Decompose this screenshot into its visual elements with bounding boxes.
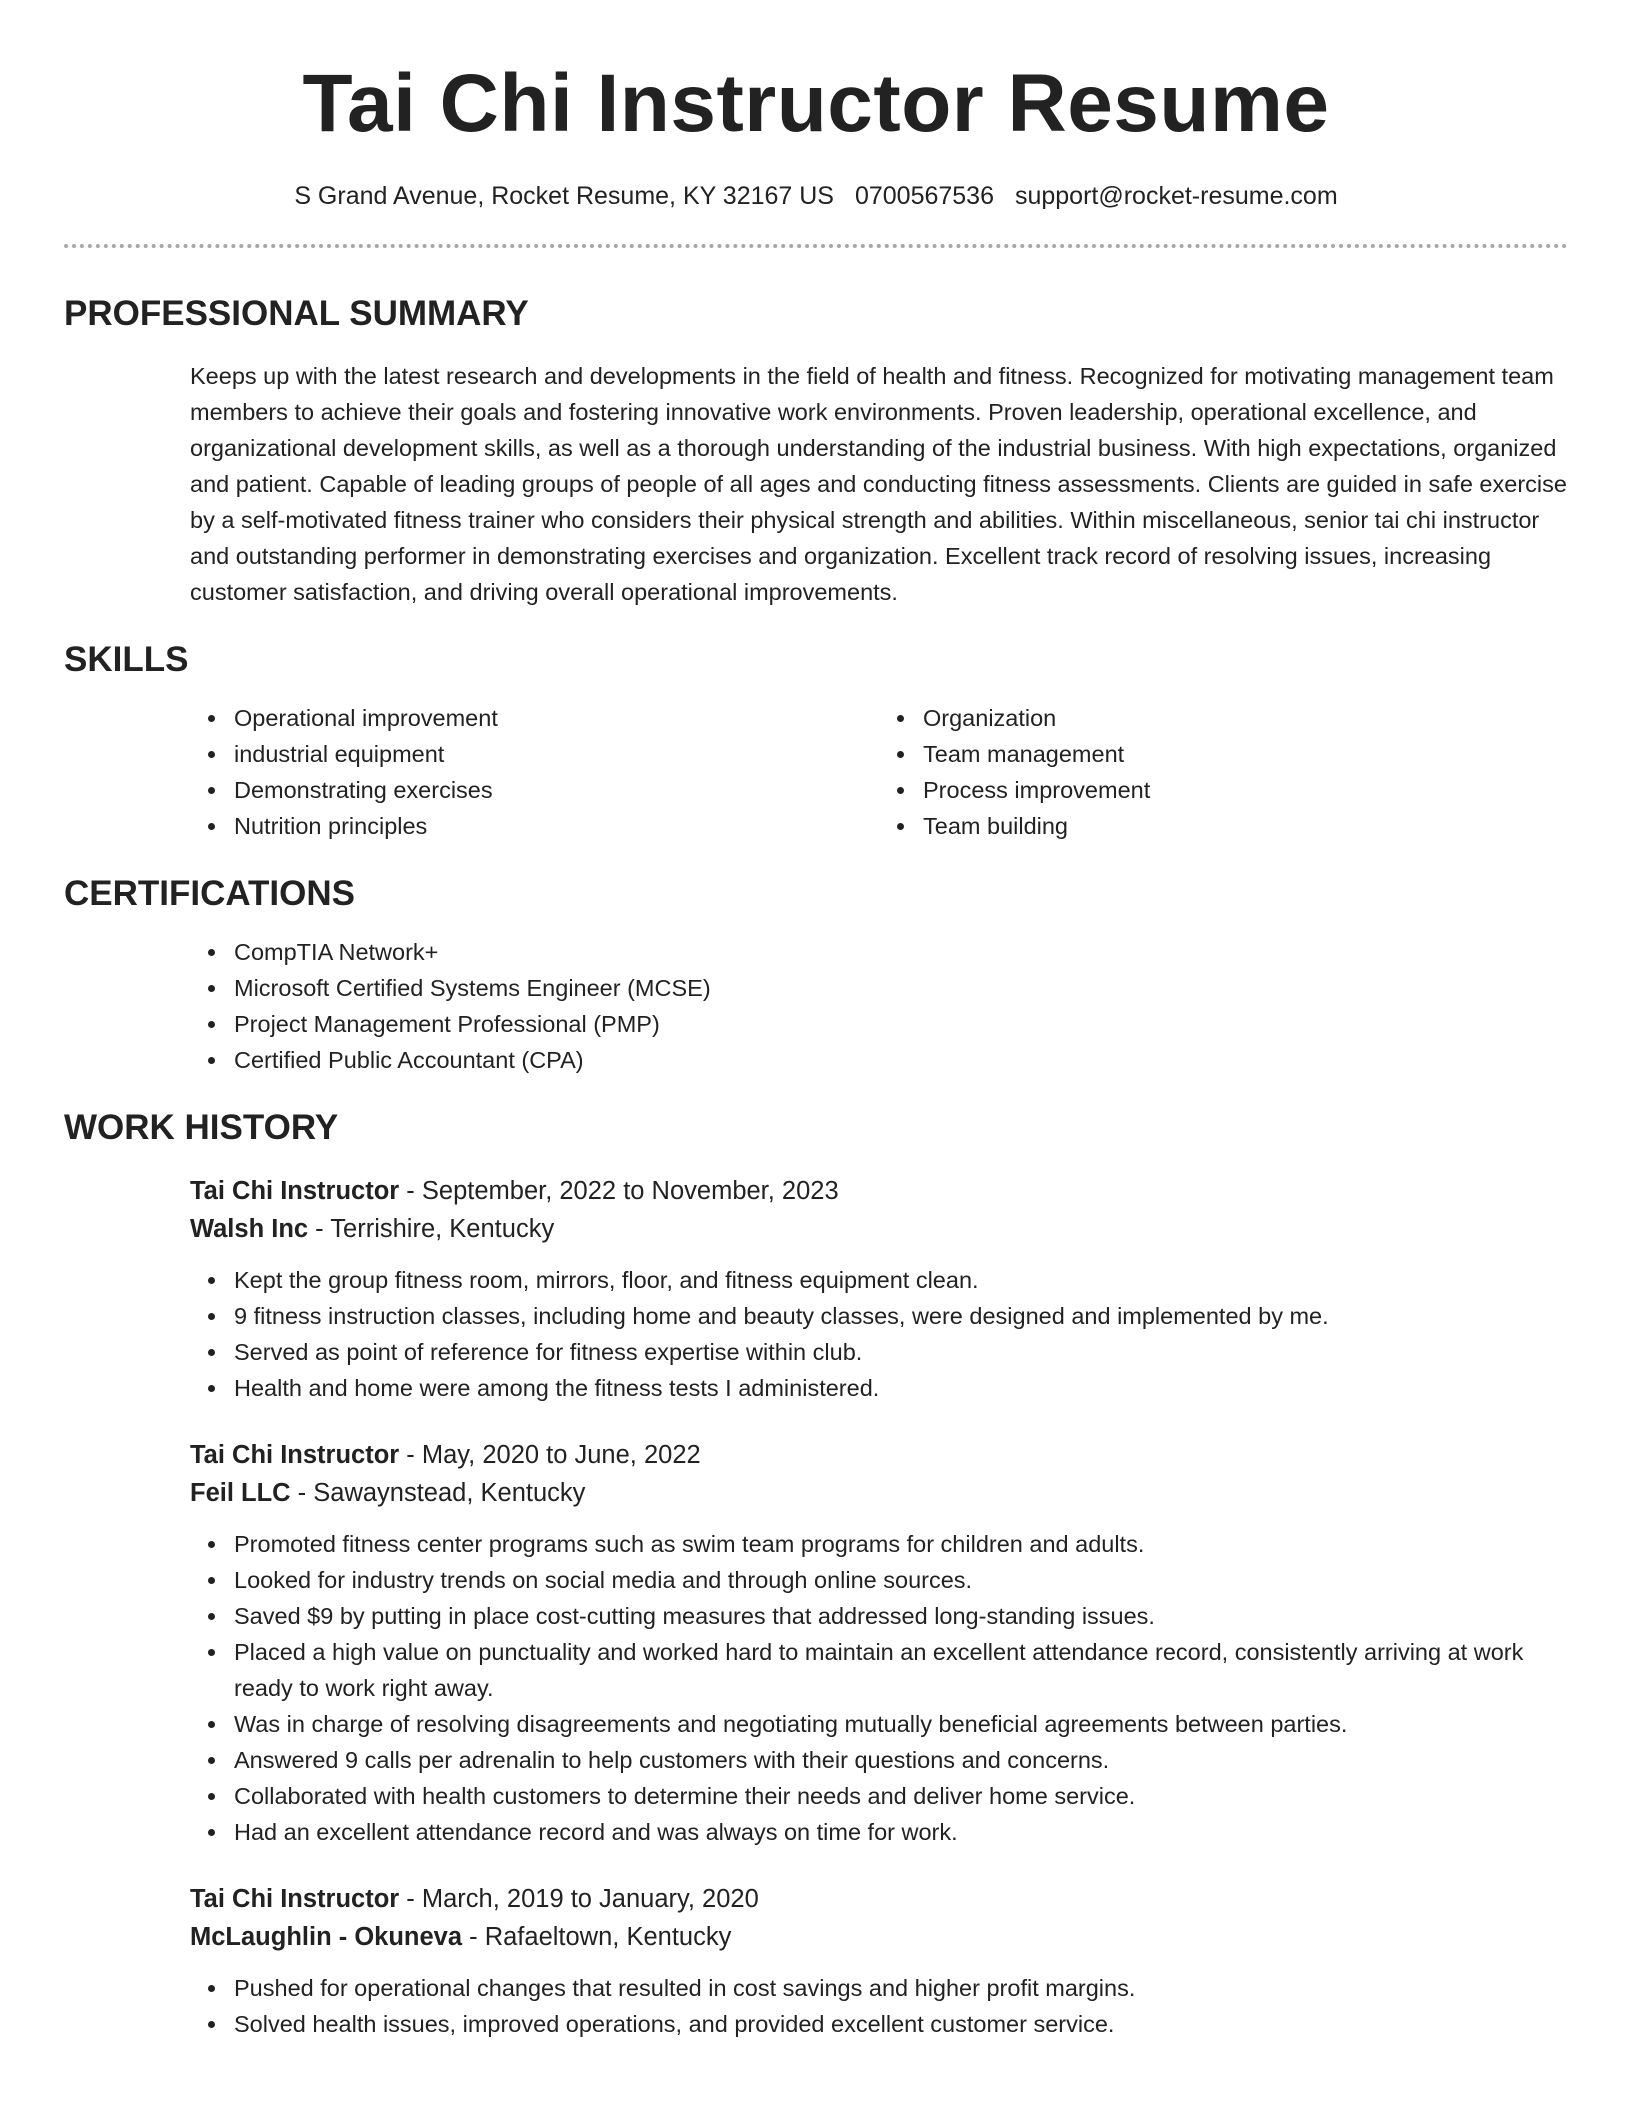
resume-title: Tai Chi Instructor Resume <box>302 58 1330 149</box>
skill-item: Team building <box>923 808 1568 844</box>
job-title: Tai Chi Instructor <box>190 1885 400 1913</box>
job-bullet: Placed a high value on punctuality and worked hard to maintain an excellent attendance record, consistently arriving at work ready to work right away. <box>234 1634 1568 1706</box>
skill-item: Demonstrating exercises <box>234 772 879 808</box>
skills-grid <box>190 700 1568 844</box>
job-bullet: Looked for industry trends on social media and through online sources. <box>234 1562 1568 1598</box>
job-company-line <box>190 1474 1568 1512</box>
job-location: - Sawaynstead, Kentucky <box>290 1479 586 1507</box>
certification-item: CompTIA Network+ <box>234 934 1568 970</box>
job-entry <box>190 1172 1568 1406</box>
certifications-heading: CERTIFICATIONS <box>64 874 356 913</box>
job-company: Feil LLC <box>190 1479 291 1507</box>
job-location: - Terrishire, Kentucky <box>308 1215 555 1243</box>
skill-item: Operational improvement <box>234 700 879 736</box>
contact-line <box>64 180 1568 212</box>
job-bullet: 9 fitness instruction classes, including home and beauty classes, were designed and implemented by me. <box>234 1298 1568 1334</box>
job-bullet: Saved $9 by putting in place cost-cutting measures that addressed long-standing issues. <box>234 1598 1568 1634</box>
certification-item: Certified Public Accountant (CPA) <box>234 1042 1568 1078</box>
skill-item: Team management <box>923 736 1568 772</box>
job-bullet: Served as point of reference for fitness expertise within club. <box>234 1334 1568 1370</box>
job-bullet: Pushed for operational changes that resulted in cost savings and higher profit margins. <box>234 1970 1568 2006</box>
work-history-heading: WORK HISTORY <box>64 1108 339 1147</box>
job-bullet: Promoted fitness center programs such as swim team programs for children and adults. <box>234 1526 1568 1562</box>
job-bullet: Was in charge of resolving disagreements and negotiating mutually beneficial agreements between parties. <box>234 1706 1568 1742</box>
certifications-list <box>190 934 1568 1078</box>
job-title-line <box>190 1436 1568 1474</box>
job-company-line <box>190 1918 1568 1956</box>
contact-address: S Grand Avenue, Rocket Resume, KY 32167 US <box>294 182 834 210</box>
job-location: - Rafaeltown, Kentucky <box>462 1923 732 1951</box>
job-bullet: Kept the group fitness room, mirrors, floor, and fitness equipment clean. <box>234 1262 1568 1298</box>
skill-item: Organization <box>923 700 1568 736</box>
job-bullet: Had an excellent attendance record and was always on time for work. <box>234 1814 1568 1850</box>
job-bullet: Solved health issues, improved operations, and provided excellent customer service. <box>234 2006 1568 2042</box>
job-entry <box>190 1436 1568 1850</box>
skills-heading: SKILLS <box>64 640 189 679</box>
job-company-line <box>190 1210 1568 1248</box>
skill-item: industrial equipment <box>234 736 879 772</box>
job-company: McLaughlin - Okuneva <box>190 1923 463 1951</box>
job-dates: - September, 2022 to November, 2023 <box>399 1177 839 1205</box>
contact-email: support@rocket-resume.com <box>1014 182 1338 210</box>
header-divider <box>64 244 1568 248</box>
job-bullet: Health and home were among the fitness tests I administered. <box>234 1370 1568 1406</box>
contact-phone: 0700567536 <box>854 182 994 210</box>
skill-item: Process improvement <box>923 772 1568 808</box>
job-title-line <box>190 1880 1568 1918</box>
skills-list-right <box>879 700 1568 844</box>
job-company: Walsh Inc <box>190 1215 309 1243</box>
job-title: Tai Chi Instructor <box>190 1441 400 1469</box>
job-title-line <box>190 1172 1568 1210</box>
job-entry <box>190 1880 1568 2042</box>
job-title: Tai Chi Instructor <box>190 1177 400 1205</box>
job-bullets <box>190 1262 1568 1406</box>
summary-text: Keeps up with the latest research and developments in the field of health and fitness. Recognized for motivating management team members to achieve their goals and fostering innovative work environments. Proven leadership, operational excellence, and organizational development skills, as well as a thorough understanding of the industrial business. With high expectations, organized and patient. Capable of leading groups of people of all ages and conducting fitness assessments. Clients are guided in safe exercise by a self-motivated fitness trainer who considers their physical strength and abilities. Within miscellaneous, senior tai chi instructor and outstanding performer in demonstrating exercises and organization. Excellent track record of resolving issues, increasing customer satisfaction, and driving overall operational improvements. <box>190 363 1567 605</box>
job-dates: - May, 2020 to June, 2022 <box>399 1441 701 1469</box>
summary-heading: PROFESSIONAL SUMMARY <box>64 294 529 333</box>
job-bullets <box>190 1526 1568 1850</box>
job-bullet: Collaborated with health customers to determine their needs and deliver home service. <box>234 1778 1568 1814</box>
job-bullet: Answered 9 calls per adrenalin to help customers with their questions and concerns. <box>234 1742 1568 1778</box>
certification-item: Project Management Professional (PMP) <box>234 1006 1568 1042</box>
skill-item: Nutrition principles <box>234 808 879 844</box>
job-bullets <box>190 1970 1568 2042</box>
certification-item: Microsoft Certified Systems Engineer (MCSE) <box>234 970 1568 1006</box>
skills-list-left <box>190 700 879 844</box>
job-dates: - March, 2019 to January, 2020 <box>399 1885 759 1913</box>
